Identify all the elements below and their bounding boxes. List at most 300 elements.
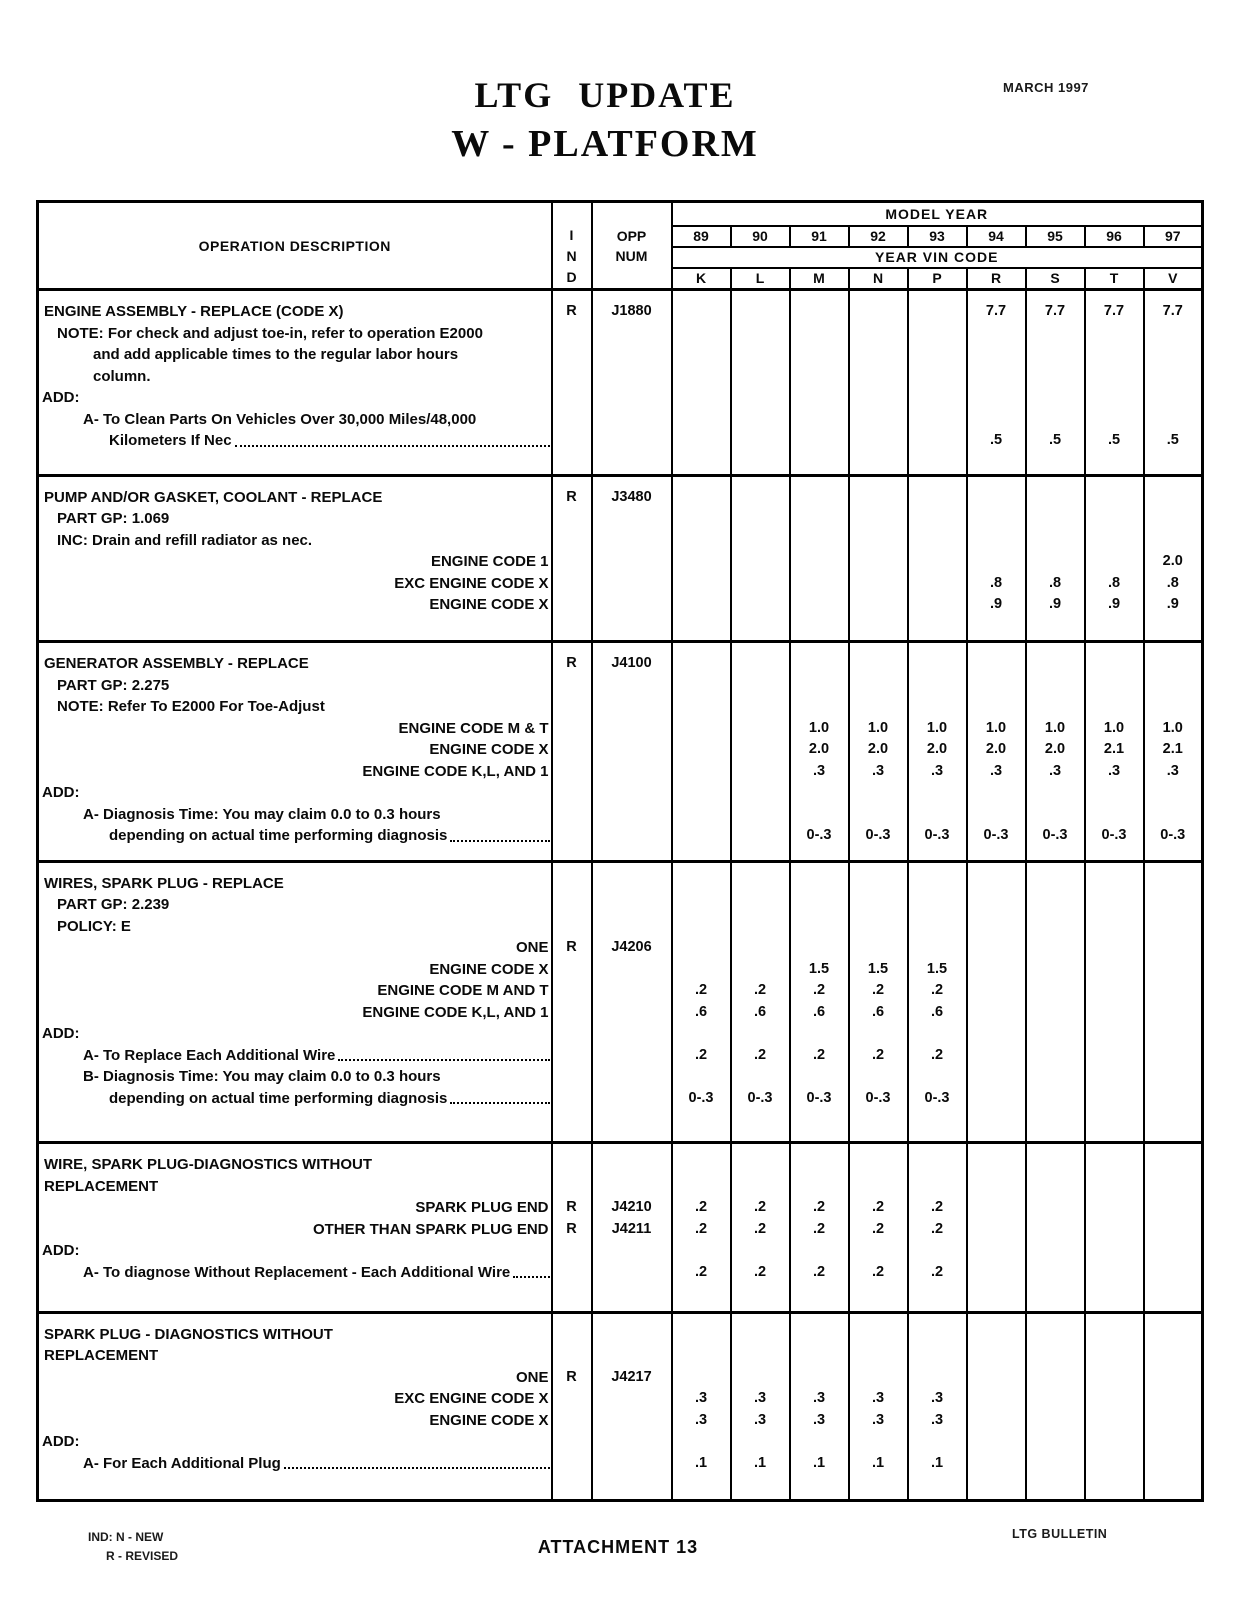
value-cell: .8 xyxy=(1026,573,1085,595)
value-cell: 1.0 xyxy=(1026,718,1085,740)
ind-cell xyxy=(552,1410,592,1432)
value-cell xyxy=(672,1176,731,1198)
value-cell xyxy=(1085,696,1144,718)
value-cell xyxy=(1144,916,1203,938)
value-cell xyxy=(1026,1197,1085,1219)
operation-description-cell xyxy=(38,1143,552,1176)
value-cell xyxy=(1144,1431,1203,1453)
opp-num-cell xyxy=(592,861,672,894)
value-cell: .2 xyxy=(849,980,908,1002)
table-row xyxy=(38,344,1203,366)
operation-line xyxy=(39,959,551,981)
opp-num-cell xyxy=(592,508,672,530)
filler-cell xyxy=(592,1283,672,1312)
section-filler-row xyxy=(38,1109,1203,1143)
operation-description-cell xyxy=(38,761,552,783)
operation-text: A- To diagnose Without Replacement - Each Additional Wire xyxy=(83,1263,511,1281)
operation-text: ADD: xyxy=(42,1433,80,1450)
value-cell: .2 xyxy=(849,1262,908,1284)
value-cell: 7.7 xyxy=(1026,290,1085,323)
value-cell xyxy=(908,937,967,959)
value-cell: .2 xyxy=(731,1262,790,1284)
value-cell xyxy=(731,718,790,740)
operation-line xyxy=(39,1345,551,1367)
year-vin-code-label: YEAR VIN CODE xyxy=(672,247,1203,268)
value-cell xyxy=(731,1431,790,1453)
opp-num-cell xyxy=(592,1002,672,1024)
value-cell xyxy=(1144,959,1203,981)
opp-num-header xyxy=(592,202,672,290)
value-cell xyxy=(908,551,967,573)
value-cell: .6 xyxy=(731,1002,790,1024)
filler-cell xyxy=(967,1283,1026,1312)
value-cell: .3 xyxy=(731,1388,790,1410)
operation-description-cell xyxy=(38,894,552,916)
value-cell xyxy=(672,551,731,573)
value-cell xyxy=(790,1023,849,1045)
section-filler-row xyxy=(38,616,1203,642)
table-row xyxy=(38,1262,1203,1284)
value-cell xyxy=(672,530,731,552)
value-cell xyxy=(967,980,1026,1002)
value-cell xyxy=(967,475,1026,508)
value-cell: .1 xyxy=(908,1453,967,1475)
value-cell xyxy=(967,344,1026,366)
value-cell xyxy=(849,551,908,573)
model-year-label: MODEL YEAR xyxy=(672,202,1203,226)
section-filler-row xyxy=(38,1474,1203,1501)
value-cell xyxy=(1026,323,1085,345)
value-cell xyxy=(1144,1240,1203,1262)
ind-cell xyxy=(552,1143,592,1176)
value-cell xyxy=(1026,551,1085,573)
ind-letter: I xyxy=(569,227,574,243)
value-cell xyxy=(1026,366,1085,388)
operation-description-cell xyxy=(38,573,552,595)
filler-cell xyxy=(790,1474,849,1501)
operation-description-cell xyxy=(38,1002,552,1024)
value-cell xyxy=(731,1023,790,1045)
value-cell xyxy=(1144,642,1203,675)
value-cell xyxy=(790,642,849,675)
opp-num-cell: J4210 xyxy=(592,1197,672,1219)
value-cell: .5 xyxy=(1144,430,1203,452)
filler-cell xyxy=(967,1474,1026,1501)
value-cell xyxy=(908,894,967,916)
table-row xyxy=(38,959,1203,981)
table-row xyxy=(38,323,1203,345)
value-cell xyxy=(1144,894,1203,916)
bulletin-label: LTG BULLETIN xyxy=(1012,1527,1108,1541)
value-cell xyxy=(967,861,1026,894)
operation-text: ADD: xyxy=(42,1242,80,1259)
value-cell: .2 xyxy=(790,1262,849,1284)
value-cell xyxy=(1026,959,1085,981)
section-engine-assembly-replace xyxy=(38,290,1203,476)
labor-time-table xyxy=(36,200,1204,1502)
table-row xyxy=(38,916,1203,938)
operation-text: INC: Drain and refill radiator as nec. xyxy=(57,531,313,549)
value-cell xyxy=(672,475,731,508)
opp-num-cell xyxy=(592,551,672,573)
opp-num-cell xyxy=(592,739,672,761)
operation-line xyxy=(39,594,551,616)
opp-num-cell xyxy=(592,1410,672,1432)
value-cell: .3 xyxy=(908,1410,967,1432)
opp-num-cell xyxy=(592,1143,672,1176)
value-cell: .6 xyxy=(908,1002,967,1024)
value-cell xyxy=(967,551,1026,573)
value-cell xyxy=(1085,1197,1144,1219)
year-header: 93 xyxy=(908,226,967,247)
filler-cell xyxy=(1026,616,1085,642)
value-cell xyxy=(790,861,849,894)
value-cell xyxy=(1026,508,1085,530)
filler-cell xyxy=(1085,847,1144,862)
value-cell xyxy=(1144,387,1203,409)
value-cell xyxy=(967,1453,1026,1475)
filler-cell xyxy=(731,847,790,862)
operation-description-cell xyxy=(38,696,552,718)
operation-line xyxy=(39,1088,551,1110)
value-cell xyxy=(1026,1410,1085,1432)
value-cell xyxy=(908,696,967,718)
operation-line xyxy=(39,1045,551,1067)
ind-cell xyxy=(552,1066,592,1088)
value-cell: .1 xyxy=(790,1453,849,1475)
opp-num-cell xyxy=(592,1240,672,1262)
filler-cell xyxy=(908,847,967,862)
value-cell: 7.7 xyxy=(1085,290,1144,323)
filler-cell xyxy=(1144,1109,1203,1143)
opp-num-cell xyxy=(592,1453,672,1475)
ind-cell xyxy=(552,825,592,847)
value-cell xyxy=(967,1240,1026,1262)
value-cell xyxy=(908,1143,967,1176)
value-cell xyxy=(849,344,908,366)
operation-text: Kilometers If Nec xyxy=(109,432,232,449)
value-cell: 1.5 xyxy=(790,959,849,981)
value-cell xyxy=(908,804,967,826)
filler-cell xyxy=(38,1109,552,1143)
value-cell: .2 xyxy=(908,1219,967,1241)
table-row xyxy=(38,387,1203,409)
value-cell xyxy=(1144,937,1203,959)
value-cell: .2 xyxy=(908,980,967,1002)
year-header: 94 xyxy=(967,226,1026,247)
value-cell xyxy=(731,1345,790,1367)
value-cell xyxy=(672,861,731,894)
operation-line xyxy=(39,718,551,740)
filler-cell xyxy=(849,1474,908,1501)
opp-num-cell xyxy=(592,761,672,783)
value-cell: 2.1 xyxy=(1085,739,1144,761)
operation-description-cell xyxy=(38,1240,552,1262)
filler-cell xyxy=(790,847,849,862)
operation-line xyxy=(39,387,551,409)
ind-cell xyxy=(552,1088,592,1110)
operation-line xyxy=(39,301,551,323)
value-cell xyxy=(908,782,967,804)
filler-cell xyxy=(672,452,731,476)
operation-text: PART GP: 2.275 xyxy=(57,676,170,694)
value-cell xyxy=(967,937,1026,959)
value-cell xyxy=(731,409,790,431)
value-cell xyxy=(849,696,908,718)
value-cell xyxy=(908,323,967,345)
value-cell xyxy=(731,675,790,697)
value-cell xyxy=(849,1312,908,1345)
operation-description-cell xyxy=(38,1262,552,1284)
filler-cell xyxy=(731,616,790,642)
value-cell xyxy=(908,594,967,616)
operation-description-cell xyxy=(38,551,552,573)
value-cell xyxy=(849,642,908,675)
value-cell xyxy=(790,782,849,804)
value-cell xyxy=(1085,894,1144,916)
opp-num-cell: J4100 xyxy=(592,642,672,675)
value-cell: .3 xyxy=(790,1410,849,1432)
value-cell xyxy=(1026,1002,1085,1024)
filler-cell xyxy=(790,1109,849,1143)
opp-num-cell xyxy=(592,782,672,804)
value-cell: .9 xyxy=(1026,594,1085,616)
value-cell xyxy=(1026,1066,1085,1088)
value-cell: .3 xyxy=(849,761,908,783)
value-cell: .2 xyxy=(790,1219,849,1241)
value-cell xyxy=(672,675,731,697)
ind-cell xyxy=(552,530,592,552)
opp-num-cell xyxy=(592,980,672,1002)
labor-time-table-wrapper xyxy=(36,200,1204,1502)
value-cell xyxy=(908,475,967,508)
operation-line xyxy=(39,873,551,895)
table-row xyxy=(38,366,1203,388)
operation-description-cell xyxy=(38,1066,552,1088)
table-row xyxy=(38,1312,1203,1345)
value-cell: 2.0 xyxy=(967,739,1026,761)
operation-description-cell xyxy=(38,1312,552,1345)
ind-cell xyxy=(552,980,592,1002)
filler-cell xyxy=(790,616,849,642)
value-cell: 1.0 xyxy=(908,718,967,740)
value-cell: .3 xyxy=(790,761,849,783)
value-cell xyxy=(731,366,790,388)
value-cell xyxy=(1144,696,1203,718)
value-cell xyxy=(967,1197,1026,1219)
vin-code-header: R xyxy=(967,268,1026,290)
operation-line xyxy=(39,1453,551,1475)
opp-num-cell xyxy=(592,1088,672,1110)
value-cell xyxy=(1085,1023,1144,1045)
value-cell xyxy=(672,1240,731,1262)
ind-legend-new: IND: N - NEW xyxy=(88,1530,164,1544)
operation-description-cell xyxy=(38,739,552,761)
table-row xyxy=(38,1219,1203,1241)
value-cell xyxy=(672,642,731,675)
value-cell xyxy=(1144,409,1203,431)
value-cell xyxy=(849,409,908,431)
value-cell xyxy=(1144,475,1203,508)
value-cell xyxy=(672,1066,731,1088)
section-wire-spark-plug-diagnostics-without-replacement xyxy=(38,1143,1203,1313)
operation-description-cell xyxy=(38,1219,552,1241)
value-cell xyxy=(672,1143,731,1176)
value-cell xyxy=(1026,1088,1085,1110)
value-cell xyxy=(790,573,849,595)
opp-num-cell xyxy=(592,959,672,981)
value-cell xyxy=(1144,1197,1203,1219)
value-cell xyxy=(967,1388,1026,1410)
value-cell xyxy=(790,894,849,916)
value-cell xyxy=(1144,1453,1203,1475)
dotted-leader xyxy=(284,1467,550,1469)
value-cell xyxy=(908,1066,967,1088)
opp-num-cell: J4211 xyxy=(592,1219,672,1241)
table-row xyxy=(38,739,1203,761)
value-cell xyxy=(1026,344,1085,366)
table-row xyxy=(38,804,1203,826)
value-cell xyxy=(1144,1045,1203,1067)
value-cell: .3 xyxy=(672,1388,731,1410)
year-header: 91 xyxy=(790,226,849,247)
table-row xyxy=(38,573,1203,595)
table-row xyxy=(38,508,1203,530)
ind-cell xyxy=(552,594,592,616)
value-cell xyxy=(672,1023,731,1045)
filler-cell xyxy=(552,1109,592,1143)
value-cell xyxy=(1026,387,1085,409)
value-cell: 2.1 xyxy=(1144,739,1203,761)
ind-cell xyxy=(552,696,592,718)
value-cell xyxy=(967,1345,1026,1367)
value-cell xyxy=(731,1367,790,1389)
operation-line xyxy=(39,487,551,509)
value-cell xyxy=(731,1066,790,1088)
value-cell xyxy=(1085,861,1144,894)
value-cell xyxy=(849,594,908,616)
value-cell xyxy=(1144,1312,1203,1345)
value-cell xyxy=(1026,916,1085,938)
table-row xyxy=(38,1045,1203,1067)
value-cell xyxy=(731,1143,790,1176)
value-cell xyxy=(908,530,967,552)
value-cell: .2 xyxy=(672,1262,731,1284)
operation-line xyxy=(39,916,551,938)
filler-cell xyxy=(1026,847,1085,862)
value-cell xyxy=(1144,1023,1203,1045)
value-cell xyxy=(672,323,731,345)
operation-line xyxy=(39,508,551,530)
ind-cell xyxy=(552,1023,592,1045)
ind-cell xyxy=(552,1388,592,1410)
operation-description-cell xyxy=(38,1088,552,1110)
filler-cell xyxy=(672,1109,731,1143)
value-cell: .2 xyxy=(672,1197,731,1219)
value-cell xyxy=(1085,1453,1144,1475)
value-cell xyxy=(1144,1262,1203,1284)
value-cell: .2 xyxy=(790,1045,849,1067)
value-cell: 0-.3 xyxy=(967,825,1026,847)
operation-text: ENGINE CODE X xyxy=(429,741,549,758)
value-cell xyxy=(1026,696,1085,718)
operation-text: ENGINE CODE 1 xyxy=(430,553,549,570)
operation-text: A- Diagnosis Time: You may claim 0.0 to 0.3 hours xyxy=(83,805,441,823)
year-header: 95 xyxy=(1026,226,1085,247)
operation-line xyxy=(39,1262,551,1284)
value-cell xyxy=(849,804,908,826)
value-cell: 2.0 xyxy=(1026,739,1085,761)
value-cell: .3 xyxy=(1026,761,1085,783)
value-cell: .9 xyxy=(967,594,1026,616)
filler-cell xyxy=(552,452,592,476)
value-cell xyxy=(731,894,790,916)
value-cell xyxy=(672,290,731,323)
value-cell xyxy=(967,508,1026,530)
value-cell xyxy=(967,894,1026,916)
ind-cell: R xyxy=(552,1197,592,1219)
operation-description-cell xyxy=(38,430,552,452)
value-cell: .6 xyxy=(672,1002,731,1024)
operation-line xyxy=(39,409,551,431)
operation-text: NOTE: Refer To E2000 For Toe-Adjust xyxy=(57,698,325,715)
dotted-leader xyxy=(450,1102,549,1104)
ind-cell xyxy=(552,508,592,530)
value-cell xyxy=(672,1345,731,1367)
filler-cell xyxy=(790,452,849,476)
operation-line xyxy=(39,1197,551,1219)
value-cell xyxy=(967,1066,1026,1088)
value-cell xyxy=(967,1045,1026,1067)
filler-cell xyxy=(967,452,1026,476)
value-cell: .3 xyxy=(672,1410,731,1432)
operation-text: ENGINE CODE K,L, AND 1 xyxy=(362,762,549,780)
value-cell xyxy=(967,675,1026,697)
ind-cell xyxy=(552,344,592,366)
value-cell xyxy=(849,508,908,530)
value-cell xyxy=(849,475,908,508)
opp-num-cell xyxy=(592,825,672,847)
dotted-leader xyxy=(338,1059,549,1061)
filler-cell xyxy=(967,847,1026,862)
value-cell xyxy=(790,366,849,388)
value-cell xyxy=(849,937,908,959)
value-cell xyxy=(967,1219,1026,1241)
filler-cell xyxy=(38,1474,552,1501)
value-cell xyxy=(1144,1345,1203,1367)
value-cell: 2.0 xyxy=(1144,551,1203,573)
value-cell: .3 xyxy=(908,761,967,783)
value-cell xyxy=(1085,1002,1144,1024)
value-cell xyxy=(1144,1219,1203,1241)
ind-letter: N xyxy=(566,248,577,264)
value-cell xyxy=(790,430,849,452)
filler-cell xyxy=(38,452,552,476)
table-row xyxy=(38,409,1203,431)
ind-cell xyxy=(552,1262,592,1284)
value-cell xyxy=(1144,344,1203,366)
operation-text: PART GP: 1.069 xyxy=(57,510,170,527)
operation-text: WIRE, SPARK PLUG-DIAGNOSTICS WITHOUT xyxy=(44,1156,373,1173)
value-cell xyxy=(908,861,967,894)
value-cell xyxy=(967,1367,1026,1389)
value-cell xyxy=(731,642,790,675)
operation-text: REPLACEMENT xyxy=(44,1177,159,1195)
filler-cell xyxy=(731,452,790,476)
operation-description-cell xyxy=(38,409,552,431)
filler-cell xyxy=(908,616,967,642)
filler-cell xyxy=(552,1283,592,1312)
